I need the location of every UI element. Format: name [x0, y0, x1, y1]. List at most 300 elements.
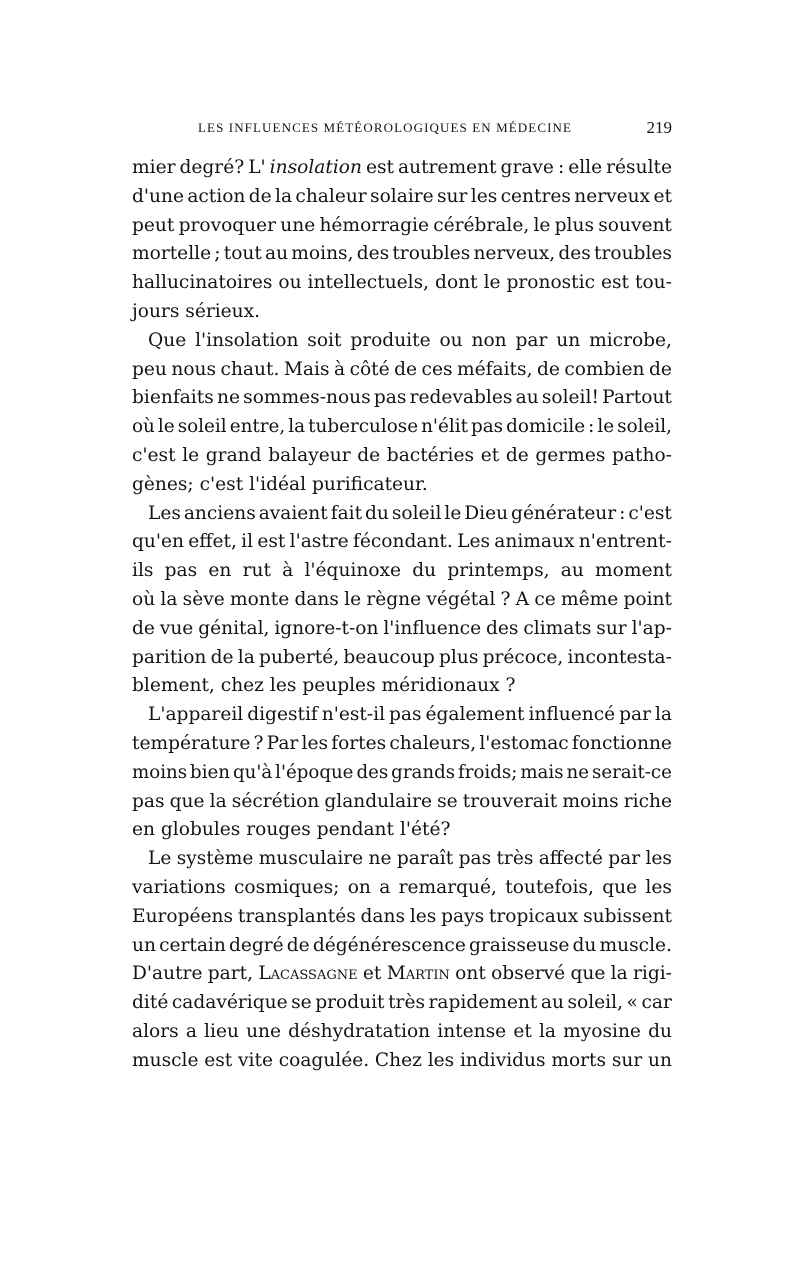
word: animaux	[494, 531, 575, 553]
word: la	[209, 790, 227, 812]
word: sur	[437, 185, 468, 207]
word: où	[132, 416, 155, 438]
word: elle	[568, 157, 603, 178]
word: rigi-	[632, 963, 672, 985]
word: hallucinatoires	[132, 272, 273, 294]
word: la	[160, 588, 178, 610]
word: tou-	[634, 272, 672, 294]
word: intense	[437, 1020, 507, 1042]
word: Chez	[374, 1049, 422, 1071]
text-line	[132, 183, 672, 212]
word: patho-	[612, 444, 672, 466]
word: troubles	[392, 243, 471, 265]
word: du	[648, 1020, 672, 1042]
word: de	[536, 358, 560, 380]
word: tropicaux	[488, 905, 579, 927]
word: c'est	[628, 502, 672, 524]
word: pays	[441, 905, 485, 927]
word: des	[356, 243, 390, 265]
word: de	[648, 358, 672, 380]
word: soit	[307, 329, 342, 351]
word: la	[654, 704, 672, 726]
word: ne	[368, 848, 392, 870]
word: plus	[439, 646, 479, 668]
word: de	[357, 444, 381, 466]
word: règne	[366, 588, 422, 610]
word: de	[132, 617, 155, 639]
word: que	[602, 876, 638, 898]
word: rut	[242, 560, 271, 582]
word: peuples	[302, 675, 376, 697]
word: soleil,	[567, 992, 623, 1014]
word: est	[257, 531, 286, 553]
word: rouges	[246, 819, 311, 841]
word: L'appareil	[148, 704, 244, 726]
word: part,	[207, 963, 254, 985]
text-line	[132, 500, 672, 529]
word: du	[412, 560, 437, 582]
word: à	[282, 560, 294, 582]
word: par	[515, 329, 548, 351]
word: des	[558, 243, 591, 265]
word: chez	[220, 675, 264, 697]
word: et	[653, 185, 672, 207]
word: grands	[391, 761, 456, 783]
word: moins,	[291, 243, 354, 265]
text-line	[132, 730, 672, 759]
word: la	[288, 416, 306, 438]
word: centres	[500, 185, 571, 207]
word: au	[540, 992, 564, 1014]
word: se	[291, 992, 312, 1014]
word: au	[515, 387, 539, 409]
word: on	[347, 876, 371, 898]
word: moins	[562, 790, 619, 812]
word: Les	[148, 502, 181, 524]
word: une	[280, 214, 316, 236]
word: l'estomac	[479, 732, 569, 754]
word: tout	[223, 243, 262, 265]
word: l'insolation	[195, 329, 299, 351]
word: Partout	[602, 387, 672, 409]
word: à	[333, 358, 346, 380]
word: graisseuse	[468, 934, 570, 956]
word: de	[248, 185, 272, 207]
word: Les	[457, 531, 490, 553]
word: très	[388, 992, 425, 1014]
word: mais	[520, 761, 564, 783]
word: c'est	[132, 444, 176, 466]
word: par	[619, 704, 651, 726]
word: non	[471, 329, 507, 351]
word: influencé	[528, 704, 616, 726]
word: végétal	[426, 588, 496, 610]
word: de	[505, 444, 529, 466]
word: plus	[554, 214, 595, 236]
word: également	[425, 704, 525, 726]
word: individus	[459, 1049, 546, 1071]
word: le	[182, 444, 200, 466]
word: la	[275, 185, 293, 207]
word: puberté,	[259, 646, 340, 668]
word: provoquer	[178, 214, 277, 236]
word: serait-ce	[592, 761, 672, 783]
text-line	[132, 384, 672, 413]
text-line	[132, 586, 672, 615]
word: toutefois,	[505, 876, 594, 898]
word: méfaits,	[457, 358, 533, 380]
word: nous	[171, 358, 217, 380]
word: Martin	[386, 963, 450, 985]
word: fait	[330, 502, 363, 524]
word: «	[626, 992, 638, 1014]
word: l'ap-	[631, 617, 672, 639]
text-line	[132, 1018, 672, 1047]
word: la	[237, 646, 255, 668]
word: glandulaire	[324, 790, 433, 812]
word: le	[444, 502, 462, 524]
word: purificateur.	[311, 473, 428, 495]
word: ou	[278, 272, 302, 294]
text-line	[132, 759, 672, 788]
word: un	[647, 1049, 672, 1071]
word: produite	[350, 329, 431, 351]
word: le	[157, 416, 175, 438]
word: ?	[253, 732, 264, 754]
word: insolation	[269, 157, 362, 178]
word: nerveux,	[473, 243, 556, 265]
word: cosmiques;	[233, 876, 340, 898]
word: redevables	[409, 387, 513, 409]
word: que	[169, 790, 205, 812]
word: ils	[132, 560, 154, 582]
word: mortelle	[132, 243, 212, 265]
word: D'autre	[132, 963, 203, 985]
word: que	[570, 963, 606, 985]
word: :	[619, 502, 626, 524]
word: n'est-il	[321, 704, 386, 726]
word: degré?	[179, 157, 245, 178]
word: le	[344, 588, 362, 610]
word: Dieu	[464, 502, 509, 524]
word: d'une	[132, 185, 184, 207]
word: fécondant.	[352, 531, 453, 553]
word: pas	[373, 387, 407, 409]
word: printemps,	[447, 560, 550, 582]
word: est	[204, 1049, 233, 1071]
word: génital,	[198, 617, 270, 639]
word: ?	[505, 675, 516, 697]
word: pas	[470, 416, 504, 438]
word: peu	[132, 358, 167, 380]
word: dité	[132, 992, 169, 1014]
word: a	[379, 876, 391, 898]
text-line	[132, 154, 672, 183]
word: musculaire	[258, 848, 364, 870]
word: cérébrale,	[433, 214, 530, 236]
word: microbe,	[589, 329, 672, 351]
word: n'élit	[421, 416, 468, 438]
word: blement,	[132, 675, 215, 697]
word: la	[538, 1020, 556, 1042]
word: coagulée.	[278, 1049, 370, 1071]
word: le	[597, 416, 615, 438]
word: ce	[534, 588, 556, 610]
word: les	[301, 732, 329, 754]
word: des	[356, 761, 389, 783]
word: est	[600, 272, 630, 294]
word: incontesta-	[567, 646, 672, 668]
word: de	[210, 646, 234, 668]
word: alors	[132, 1020, 179, 1042]
text-line	[132, 471, 672, 500]
text-line	[132, 1047, 672, 1076]
text-line	[132, 528, 672, 557]
word: précoce,	[482, 646, 564, 668]
text-line	[132, 327, 672, 356]
word: et	[362, 963, 382, 985]
word: subissent	[583, 905, 672, 927]
word: variations	[132, 876, 226, 898]
word: hémorragie	[319, 214, 429, 236]
word: système	[176, 848, 254, 870]
word: climats	[523, 617, 592, 639]
body-text	[132, 154, 672, 1076]
word: soleil!	[541, 387, 599, 409]
word: un	[556, 329, 581, 351]
word: gènes;	[132, 473, 194, 495]
word: mier	[132, 157, 176, 178]
word: pas	[388, 704, 422, 726]
text-line	[132, 672, 672, 701]
text-line	[132, 413, 672, 442]
word: les	[409, 905, 437, 927]
word: en	[132, 819, 155, 841]
text-line	[132, 298, 672, 327]
word: autrement	[398, 157, 497, 178]
word: A	[515, 588, 530, 610]
word: sur	[596, 617, 627, 639]
word: combien	[564, 358, 645, 380]
word: soleil	[391, 502, 442, 524]
word: entre,	[229, 416, 286, 438]
text-line	[132, 989, 672, 1018]
word: peut	[132, 214, 175, 236]
running-head	[132, 120, 672, 140]
word: morts	[551, 1049, 607, 1071]
word: produit	[315, 992, 385, 1014]
word: vue	[159, 617, 194, 639]
word: trouverait	[462, 790, 558, 812]
word: L'	[248, 157, 266, 178]
word: côté	[349, 358, 390, 380]
word: les	[269, 675, 297, 697]
word: très	[496, 848, 534, 870]
word: bienfaits	[132, 387, 214, 409]
word: balayeur	[268, 444, 351, 466]
word: sécrétion	[231, 790, 320, 812]
word: beaucoup	[343, 646, 435, 668]
word: affecté	[538, 848, 603, 870]
word: souvent	[598, 214, 672, 236]
word: qu'en	[132, 531, 184, 553]
text-line	[132, 701, 672, 730]
word: déshydratation	[288, 1020, 431, 1042]
word: grave	[500, 157, 554, 178]
word: est	[365, 157, 394, 178]
word: rapidement	[428, 992, 538, 1014]
word: tuberculose	[308, 416, 419, 438]
word: l'influence	[383, 617, 482, 639]
word: muscle	[132, 1049, 199, 1071]
word: chaleurs,	[389, 732, 477, 754]
word: troubles	[594, 243, 672, 265]
word: dans	[294, 588, 339, 610]
word: un	[132, 934, 156, 956]
word: n'entrent-	[578, 531, 672, 553]
word: transplantés	[237, 905, 356, 927]
word: ne	[216, 387, 240, 409]
word: bien	[190, 761, 230, 783]
word: pas	[164, 560, 198, 582]
text-line	[132, 615, 672, 644]
word: dans	[360, 905, 406, 927]
word: dont	[435, 272, 478, 294]
word: pas	[458, 848, 492, 870]
word: et	[513, 1020, 532, 1042]
word: jours	[132, 300, 180, 322]
word: de	[394, 358, 418, 380]
word: globules	[160, 819, 241, 841]
word: le	[483, 272, 501, 294]
word: soleil	[177, 416, 227, 438]
word: l'équinoxe	[304, 560, 402, 582]
word: vite	[238, 1049, 273, 1071]
word: Lacassagne	[258, 963, 358, 985]
word: moment	[595, 560, 672, 582]
word: des	[486, 617, 519, 639]
word: les	[645, 848, 672, 870]
word: observé	[491, 963, 566, 985]
word: du	[365, 502, 389, 524]
word: car	[641, 992, 672, 1014]
word: qu'à	[232, 761, 273, 783]
word: et	[480, 444, 500, 466]
word: ces	[421, 358, 453, 380]
word: ont	[455, 963, 486, 985]
word: dégénérescence	[312, 934, 466, 956]
word: par	[608, 848, 641, 870]
word: froids;	[458, 761, 518, 783]
word: l'été?	[399, 819, 451, 841]
word: germes	[535, 444, 606, 466]
text-line	[132, 903, 672, 932]
word: solaire	[370, 185, 434, 207]
word: moins	[132, 761, 188, 783]
word: muscle.	[599, 934, 672, 956]
word: sève	[182, 588, 225, 610]
word: riche	[623, 790, 672, 812]
word: du	[572, 934, 597, 956]
word: point	[623, 588, 672, 610]
word: effet,	[188, 531, 237, 553]
word: méridionaux	[381, 675, 500, 697]
word: soleil,	[617, 416, 672, 438]
word: sérieux.	[185, 300, 261, 322]
word: parition	[132, 646, 207, 668]
word: Mais	[283, 358, 330, 380]
word: ou	[439, 329, 463, 351]
word: paraît	[396, 848, 454, 870]
word: :	[557, 157, 565, 178]
word: digestif	[247, 704, 318, 726]
word: les	[470, 185, 498, 207]
word: domicile	[506, 416, 586, 438]
word: le	[533, 214, 551, 236]
word: l'idéal	[249, 473, 307, 495]
text-line	[132, 442, 672, 471]
word: il	[241, 531, 254, 553]
word: a	[185, 1020, 197, 1042]
text-line	[132, 788, 672, 817]
text-line	[132, 816, 672, 845]
word: remarqué,	[398, 876, 497, 898]
text-line	[132, 557, 672, 586]
word: bactéries	[386, 444, 475, 466]
text-line	[132, 932, 672, 961]
word: ne	[566, 761, 590, 783]
word: sur	[611, 1049, 643, 1071]
word: l'astre	[289, 531, 349, 553]
word: chaut.	[220, 358, 280, 380]
word: degré	[228, 934, 284, 956]
word: résulte	[606, 157, 672, 178]
word: la	[610, 963, 628, 985]
word: ?	[500, 588, 511, 610]
word: c'est	[199, 473, 244, 495]
text-line	[132, 960, 672, 989]
word: :	[588, 416, 595, 438]
word: se	[437, 790, 458, 812]
word: en	[208, 560, 232, 582]
word: au	[560, 560, 584, 582]
word: température	[132, 732, 251, 754]
word: sommes-nous	[243, 387, 371, 409]
word: au	[265, 243, 289, 265]
text-line	[132, 644, 672, 673]
word: Le	[148, 848, 172, 870]
word: pronostic	[506, 272, 596, 294]
text-line	[132, 269, 672, 298]
word: monte	[229, 588, 290, 610]
text-line	[132, 356, 672, 385]
word: lieu	[204, 1020, 239, 1042]
text-line	[132, 212, 672, 241]
word: générateur	[511, 502, 617, 524]
word: fortes	[331, 732, 387, 754]
word: Par	[266, 732, 299, 754]
word: de	[286, 934, 310, 956]
text-line	[132, 845, 672, 874]
page-number: 219	[646, 118, 672, 137]
word: anciens	[183, 502, 256, 524]
text-line	[132, 874, 672, 903]
word: myosine	[563, 1020, 641, 1042]
word: même	[560, 588, 619, 610]
word: ;	[214, 243, 221, 265]
word: pas	[132, 790, 165, 812]
word: Que	[148, 329, 187, 351]
